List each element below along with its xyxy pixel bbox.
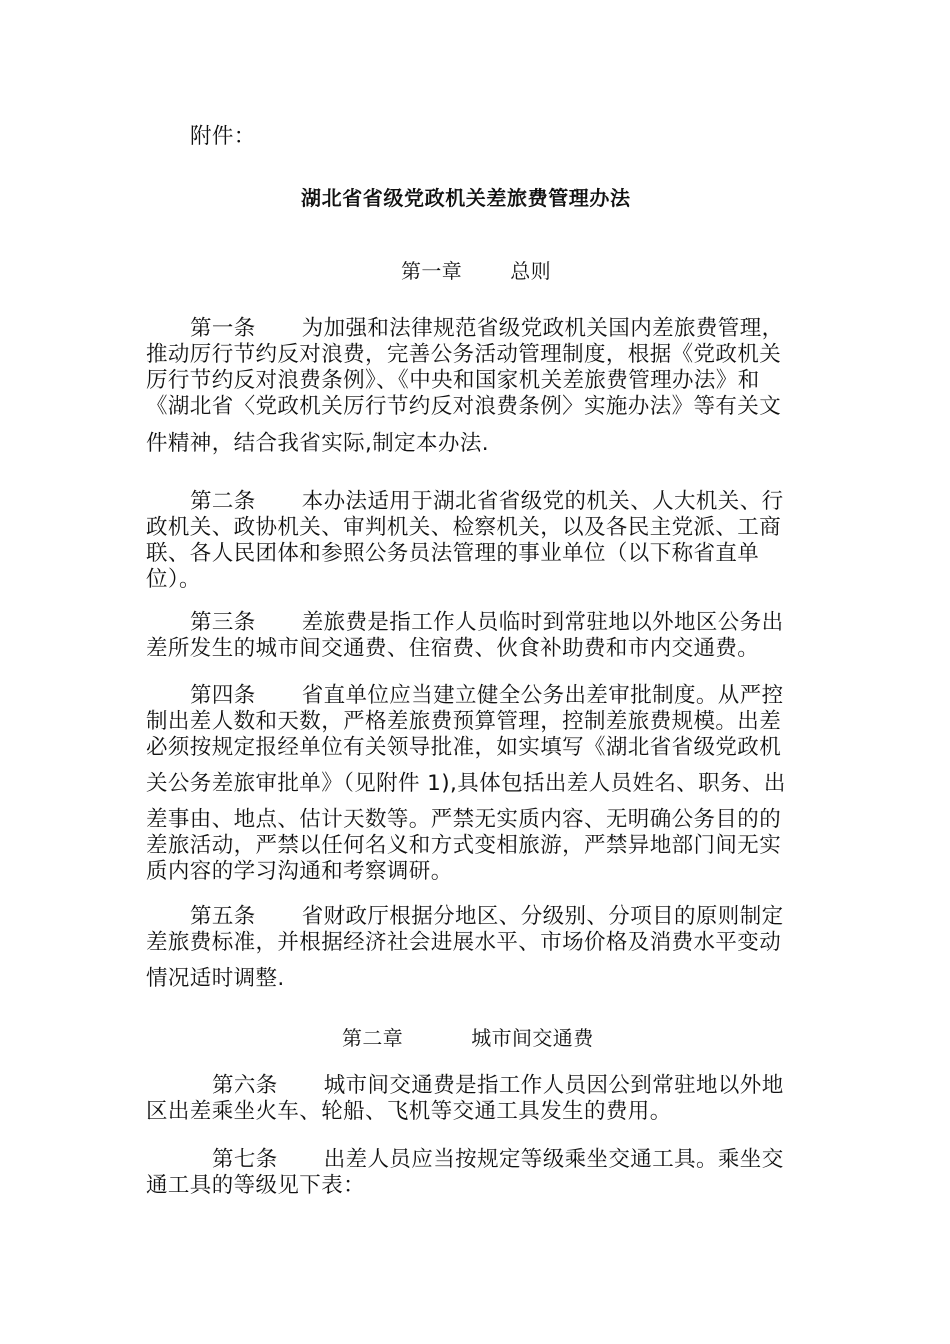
article-2-line-4: 位）。 [146, 567, 201, 592]
article-7-number: 第七条 [212, 1147, 278, 1172]
article-4-line-2: 制出差人数和天数，严格差旅费预算管理，控制差旅费规模。出差 [146, 709, 782, 734]
article-4-line-5: 差事由、地点、估计天数等。严禁无实质内容、无明确公务目的的 [146, 807, 782, 832]
chapter-1-number: 第一章 [401, 259, 463, 283]
article-5-number: 第五条 [190, 904, 256, 929]
article-1-number: 第一条 [190, 316, 256, 341]
article-7-line-2: 通工具的等级见下表： [146, 1173, 366, 1198]
chapter-2-title: 城市间交通费 [471, 1026, 594, 1050]
article-2-line-2: 政机关、政协机关、审判机关、检察机关，以及各民主党派、工商 [146, 515, 782, 540]
article-4-line-7: 质内容的学习沟通和考察调研。 [146, 859, 453, 884]
chapter-2-number: 第二章 [342, 1026, 404, 1050]
article-4-line-3: 必须按规定报经单位有关领导批准，如实填写《湖北省省级党政机 [146, 735, 782, 760]
article-5-text: 省财政厅根据分地区、分级别、分项目的原则制定 [301, 904, 784, 929]
chapter-1-heading [401, 256, 551, 286]
article-4-line-4: 关公务差旅审批单》（见附件 1),具体包括出差人员姓名、职务、出 [146, 771, 786, 796]
article-1-line-3: 厉行节约反对浪费条例》、《中央和国家机关差旅费管理办法》和 [146, 368, 760, 393]
document-title: 湖北省省级党政机关差旅费管理办法 [301, 186, 631, 210]
article-1-text: 为加强和法律规范省级党政机关国内差旅费管理， [301, 316, 784, 341]
article-2-text: 本办法适用于湖北省省级党的机关、人大机关、行 [301, 489, 784, 514]
article-6-line-2: 区出差乘坐火车、轮船、飞机等交通工具发生的费用。 [146, 1099, 672, 1124]
article-6-number: 第六条 [212, 1073, 278, 1098]
article-2-number: 第二条 [190, 489, 256, 514]
article-3-line-2: 差所发生的城市间交通费、住宿费、伙食补助费和市内交通费。 [146, 636, 760, 661]
article-3-text: 差旅费是指工作人员临时到常驻地以外地区公务出 [301, 610, 784, 635]
article-4-text: 省直单位应当建立健全公务出差审批制度。从严控 [301, 683, 784, 708]
article-4-number: 第四条 [190, 683, 256, 708]
article-3-number: 第三条 [190, 610, 256, 635]
article-7-text: 出差人员应当按规定等级乘坐交通工具。乘坐交 [323, 1147, 784, 1172]
attachment-label: 附件： [190, 124, 256, 149]
article-1-line-5: 件精神，结合我省实际,制定本办法. [146, 431, 489, 456]
article-1-line-2: 推动厉行节约反对浪费，完善公务活动管理制度，根据《党政机关 [146, 342, 782, 367]
article-5-line-2: 差旅费标准，并根据经济社会进展水平、市场价格及消费水平变动 [146, 930, 782, 955]
article-4-line-6: 差旅活动，严禁以任何名义和方式变相旅游，严禁异地部门间无实 [146, 833, 782, 858]
article-6-text: 城市间交通费是指工作人员因公到常驻地以外地 [323, 1073, 784, 1098]
article-2-line-3: 联、各人民团体和参照公务员法管理的事业单位（以下称省直单 [146, 541, 760, 566]
chapter-1-title: 总则 [510, 259, 552, 283]
chapter-2-heading [342, 1023, 594, 1053]
article-5-line-3: 情况适时调整. [146, 966, 285, 991]
article-1-line-4: 《湖北省〈党政机关厉行节约反对浪费条例〉实施办法》等有关文 [146, 394, 782, 419]
